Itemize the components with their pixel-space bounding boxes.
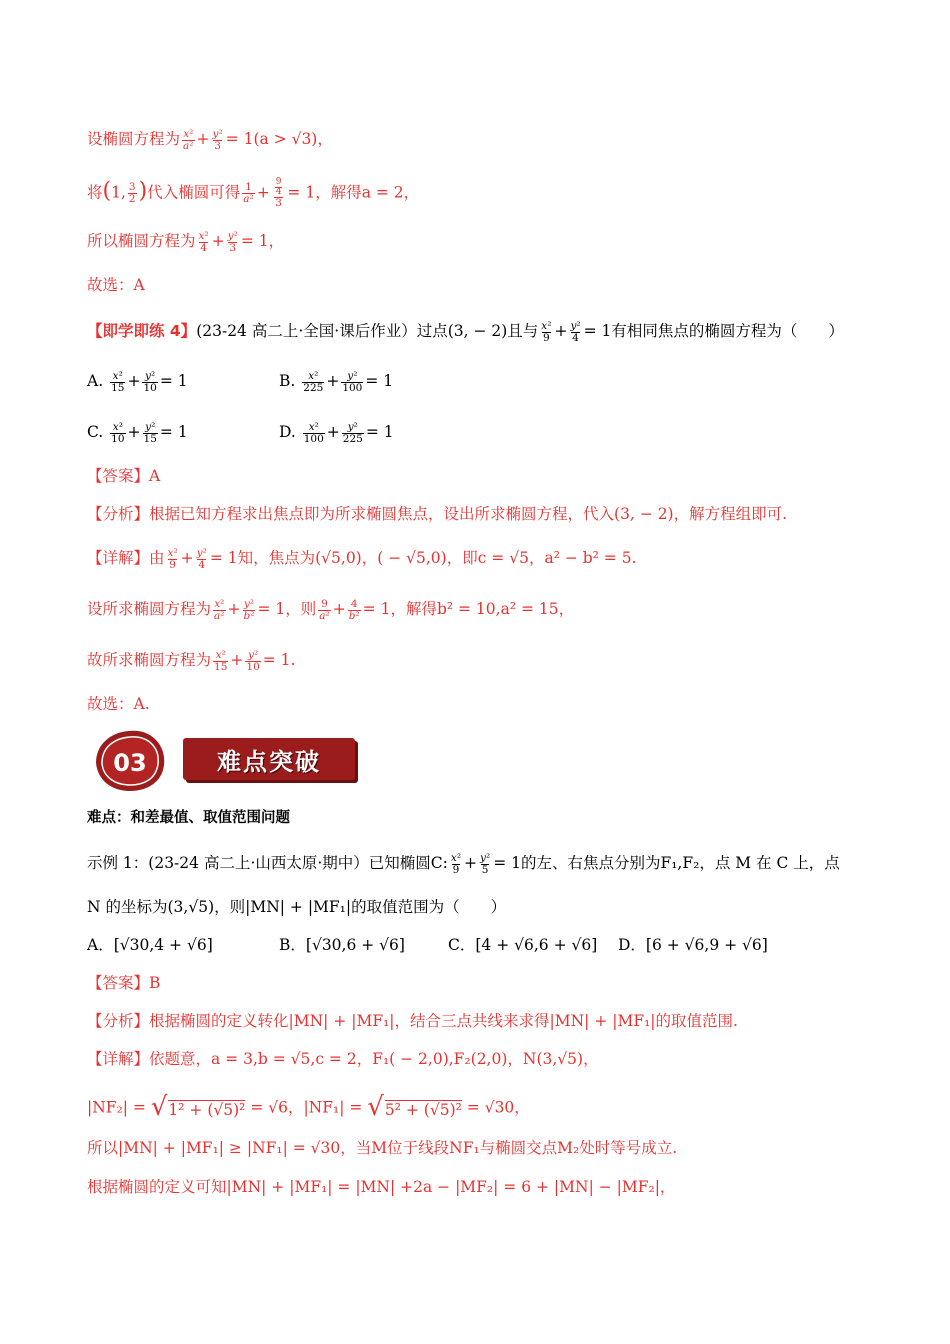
ex1-option-c: C．[4 + √6,6 + √6] [448,936,598,954]
ex4-analysis: 【分析】根据已知方程求出焦点即为所求椭圆焦点，设出所求椭圆方程，代入(3, − 2)，解方程组即可. [87,505,788,523]
sqrt-nf2: √1² + (√5)² [150,1092,246,1122]
ex4-detail-2: 设所求椭圆方程为 $\frac{\text{x²}}{\text{a²}}$ + $\frac{\text{y²}}{\text{b²}}$ = 1，则 $\frac{9}{\text{a²}}$ + $\frac{4}{\text{b²}}$ = 1，解得b² = 10,a² = 15， [87,597,575,622]
ex4-detail-1: 【详解】由 $\frac{\text{x²}}{9}$ + $\frac{\text{y²}}{4}$ = 1知，焦点为(√5,0)，( − √5,0)，即c = √5，a² − b² = 5. [87,546,637,571]
exercise-tag: 【即学即练 4】 [87,322,197,340]
ex1-detail: 【详解】依题意，a = 3,b = √5,c = 2，F₁( − 2,0),F₂(2,0)，N(3,√5)， [87,1050,599,1068]
prev-line-2: 将(1, $\frac{3}{2}$ )代入椭圆可得 $\frac{1}{\text{a²}}$ + $\frac{\frac{9}{4}}{3}$ = 1，解得a = 2， [87,177,420,209]
ex1-analysis: 【分析】根据椭圆的定义转化|MN| + |MF₁|，结合三点共线来求得|MN| + |MF₁|的取值范围. [87,1012,738,1030]
ex4-detail-3: 故所求椭圆方程为 $\frac{\text{x²}}{15}$ + $\frac{\text{y²}}{10}$ = 1. [87,648,296,673]
sqrt-nf1: √5² + (√5)² [367,1092,462,1122]
ex1-option-d: D．[6 + √6,9 + √6] [618,936,768,954]
ex4-option-d: D. $\frac{\text{x²}}{100}$ + $\frac{\text{y²}}{225}$ = 1 [279,420,394,445]
ex4-option-b: B. $\frac{\text{x²}}{225}$ + $\frac{\text{y²}}{100}$ = 1 [279,369,394,394]
prev-line-3: 所以椭圆方程为 $\frac{\text{x²}}{4}$ + $\frac{\text{y²}}{3}$ = 1， [87,229,285,254]
example-1-stem-2: N 的坐标为(3,√5)，则|MN| + |MF₁|的取值范围为（ ） [87,898,507,916]
ex1-inequality: 所以|MN| + |MF₁| ≥ |NF₁| = √30，当M位于线段NF₁与椭圆交点M₂处时等号成立. [87,1139,678,1157]
ex4-answer: 【答案】A [87,467,161,485]
ex1-definition: 根据椭圆的定义可知|MN| + |MF₁| = |MN| +2a − |MF₂| = 6 + |MN| − |MF₂|， [87,1178,676,1196]
section-number-badge [90,727,168,793]
ex1-option-a: A．[√30,4 + √6] [87,936,213,954]
section-number: 03 [113,749,147,777]
difficulty-heading: 难点：和差最值、取值范围问题 [87,810,290,826]
exercise-4-stem: 【即学即练 4】(23-24 高二上·全国·课后作业）过点(3, − 2)且与 $\frac{\text{x²}}{9}$ + $\frac{\text{y²}}{4}$ = 1有相同焦点的椭圆方程为（ ） [87,319,844,344]
ex1-option-b: B．[√30,6 + √6] [279,936,405,954]
ex1-distance-line: |NF₂| = √1² + (√5)² = √6，|NF₁| = √5² + (√5)² = √30， [87,1090,530,1127]
section-title: 难点突破 [217,747,321,776]
ex4-detail-4: 故选：A. [87,695,150,713]
example-1-stem-1: 示例 1：(23-24 高二上·山西太原·期中）已知椭圆C: $\frac{\text{x²}}{9}$ + $\frac{\text{y²}}{5}$ = 1的左、右焦点分别为F₁,F₂，点 M 在 C 上，点 [87,851,840,876]
ex4-option-a: A. $\frac{\text{x²}}{15}$ + $\frac{\text{y²}}{10}$ = 1 [87,369,188,394]
prev-line-4: 故选：A [87,276,145,294]
prev-line-1: 设椭圆方程为 $\frac{\text{x²}}{\text{a²}}$ + $\frac{\text{y²}}{3}$ = 1(a > √3)， [87,127,333,152]
ex4-option-c: C. $\frac{\text{x²}}{10}$ + $\frac{\text{y²}}{15}$ = 1 [87,420,188,445]
ex1-answer: 【答案】B [87,974,161,992]
section-title-banner [183,738,355,780]
